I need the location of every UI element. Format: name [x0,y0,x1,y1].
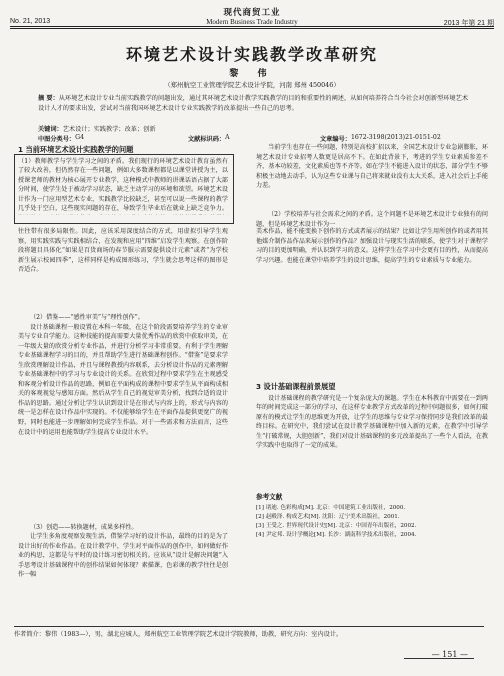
footnote-rule [14,626,484,627]
reference-item: [2] 赵殿泽. 构成艺术[M]. 沈阳：辽宁美术出版社，2001. [256,514,400,521]
journal-name-en: Modern Business Trade Industry [206,18,298,26]
doccode-value: A [225,134,230,141]
right-para-1: 当前学生也存在一些问题，特别是高校扩招以来，全国艺术设计专业急剧膨胀，环境艺术设计专业招考人数更是居高不下。在如此背景下，考进的学生专业素质参差不齐，基本功较差，文化素质也等不齐等。如在学生不能进入设计的状态，部分学生不够积极主动地去动手，认为这些专业课与自己将来就业没有太大关系，进入社会后上手能力差。 [256,144,488,190]
clc [38,134,85,143]
right-column-bottom [256,227,488,540]
author-affiliation: （郑州航空工业管理学院艺术设计学院，河南 郑州 450046） [164,81,340,89]
author-note: 作者简介：黎伟（1983—），男，湖北应城人，郑州航空工业管理学院艺术设计学院教师，助教，研究方向：室内设计。 [14,631,343,638]
articleno-label: 文章编号： [320,136,351,143]
article-title: 环境艺术设计实践教学改革研究 [125,45,378,64]
doccode-label: 文献标识码： [188,136,226,143]
page-number-rule [404,658,474,659]
doc-code [188,134,230,143]
section-1-para-1: 我们现行的环境艺术设计教育虽然有了较大改善，但仍然存在一些问题，例如大多数课程都是以课堂讲授为主，以授课老师的教材为核心展开专业教学，这种模式中教师的讲课话语占据了大部分时间，使学生处于被动学习状态，缺乏主动学习的环境和欲望。环境艺术设计作为一门应用型艺术专业，实践教学比较缺乏，甚至可以说一些课程的教学几乎处于空白，这些现实问题的存在，导致学生毕业后在就业上缺乏竞争力。 [18,157,228,213]
section-1-subheading: （1）教师教学与学生学习之间的矛盾。 [18,157,129,165]
subheading-3: （3）创造——转换题材，成果多样性。 [30,523,138,531]
keywords-label: 关键词： [38,126,63,133]
header-rule [10,26,494,27]
subheading-2: （2）借鉴——“感性审美”与“理性创作”。 [30,314,144,321]
article-number [320,134,441,143]
reference-list [256,504,488,540]
clc-value: G4 [75,134,85,141]
left-column-top [18,143,228,215]
reference-item: [4] 尹定邦. 设计学概论[M]. 长沙：湖南科学技术出版社，2004. [256,532,417,539]
left-column-bottom [18,227,228,608]
issue-left: No. 21, 2013 [10,18,51,25]
section-3-title: 3 设计基础课程前景展望 [256,382,336,391]
clc-label: 中图分类号： [38,136,76,143]
article-author: 黎 伟 [229,69,275,79]
abstract-text: 从环境艺术设计专业当前实践教学的问题出发，通过其环境艺术设计教学实践教学的目的和重要性的阐述，从如何培养符合当今社会对创新型环境艺术设计人才的要求出发，尝试对当前我国环境艺术设计专业实践教学的改革提出一些自己的思考。 [38,95,469,112]
section-1-title: 1 当前环境艺术设计实践教学的问题 [18,145,134,154]
left-para-3: 让学生多角度观察发现生活，借鉴学习好的设计作品，最终的目的是为了设计出好的作业作品。在设计教学中，学生对平面作品的创作中，如何做好作业的构思，这都是与平时的设计练习密切相关的。应该从“设计是解决问题”入手思考设计基础课程中的创作结果如何体现？素描课，色彩课的教学往往是创作一幅 [18,533,228,579]
issue-right: 2013 年第 21 期 [443,20,494,27]
reference-item: [1] 诸迪. 色彩构成[M]. 北京：中国建筑工业出版社，2000. [256,505,406,512]
left-para-1: 往往带有很多局限性。因此，应该采用深度结合的方式，用虚拟引导学生观察，用实践实践与实践相结合，在发现和应用“四维”启发学生观察。在创作阶段将题目具体化“如果是百货商场的春节服示需要提供设计元素”或者“为学校新生展示校园四季”，这样同样是构成图形练习，学生就会思考这样的图形是否适合。 [18,228,228,274]
abstract [38,94,468,114]
right-column-top [256,143,488,229]
right-para-3: 美术作品，能不能变换下创作的方式或者展示的结果？比如让学生用所创作的或者用其他媒介制作品作品来展示创作的作品？加强设计与现实生活的联系，使学生对于课程学习的目的更加明确，并认识到学习的意义。这样学生在学习中会更有目的性，从而提高学习兴趣。也能在课堂中培养学生的设计思维，提高学生的专业素质与专业能力。 [256,228,488,264]
abstract-label: 摘 要： [38,95,59,102]
journal-name-cn: 现代商贸工业 [223,8,281,18]
right-para-2: （2）学校培养与社会需求之间的矛盾。这个问题不是环境艺术设计专业独有的问题，但是环境艺术设计作为一 [256,211,488,228]
keywords [38,124,468,133]
right-para-4: 设计基础课程的教学研究是一个复杂庞大的课题。学生在本科教育中需要在一到两年的时间完成这一部分的学习，在这样专业教学方式改革的过程中问题很多，如何打破原有的模式让学生的思维更为开放，让学生的思维与专业学习保持同步是我们改革的最终目标。在研究中，我们尝试在设计教学基础课程中加入新的元素，在教学中引导学生“打破常规，大胆创新”，我们对设计基础课程的多元改革提出了一些个人看法，在教学实践中也取得了一定的成果。 [256,394,488,450]
page-number: — 151 — [431,650,468,659]
header-rule-thin [10,28,494,29]
articleno-value: 1672-3198(2013)21-0151-02 [350,134,441,141]
keywords-text: 艺术设计；实践教学；改革；创新 [62,126,156,133]
reference-item: [3] 王受之. 世界现代设计史[M]. 北京：中国青年出版社，2002. [256,523,417,530]
references-title: 参考文献 [256,492,283,501]
left-para-2: 设计基础课程一般设置在本科一年级，在这个阶段需要培养学生的专业审美与专业自学能力。这种技能的提高需要大量优秀作品的欣赏中获取审美，在一年级大量的欣赏分析专业作品，并进行分析学习非常重要。有利于学生理解专业基础课程学习的目的，并且帮助学生进行基础课程创作。“借鉴”是要求学生欣赏理解设计作品，并且与课程教授内容联系，去分析设计作品的元素理解专业基础课程中的学习与专业设计的关系。在欣赏过程中要求学生在主观感受和客观分析设计作品的思路，例如在平面构成的课程中要求学生从平面构成相关的客观视觉与感知方面。然后从学生自己的视觉审美分析，找到合适的设计作品的思路。通过分析让学生认识到设计是在形式与内容上的，形式与内容的统一是怎样在设计作品中实现的。不仅能够给学生在平面作品提供更宽广的视野，同时也能进一步理解如何完成学生作品。对于一些需求和方法而言，这些在设计中的运用也能帮助学生提高专业设计水平。 [18,323,228,436]
